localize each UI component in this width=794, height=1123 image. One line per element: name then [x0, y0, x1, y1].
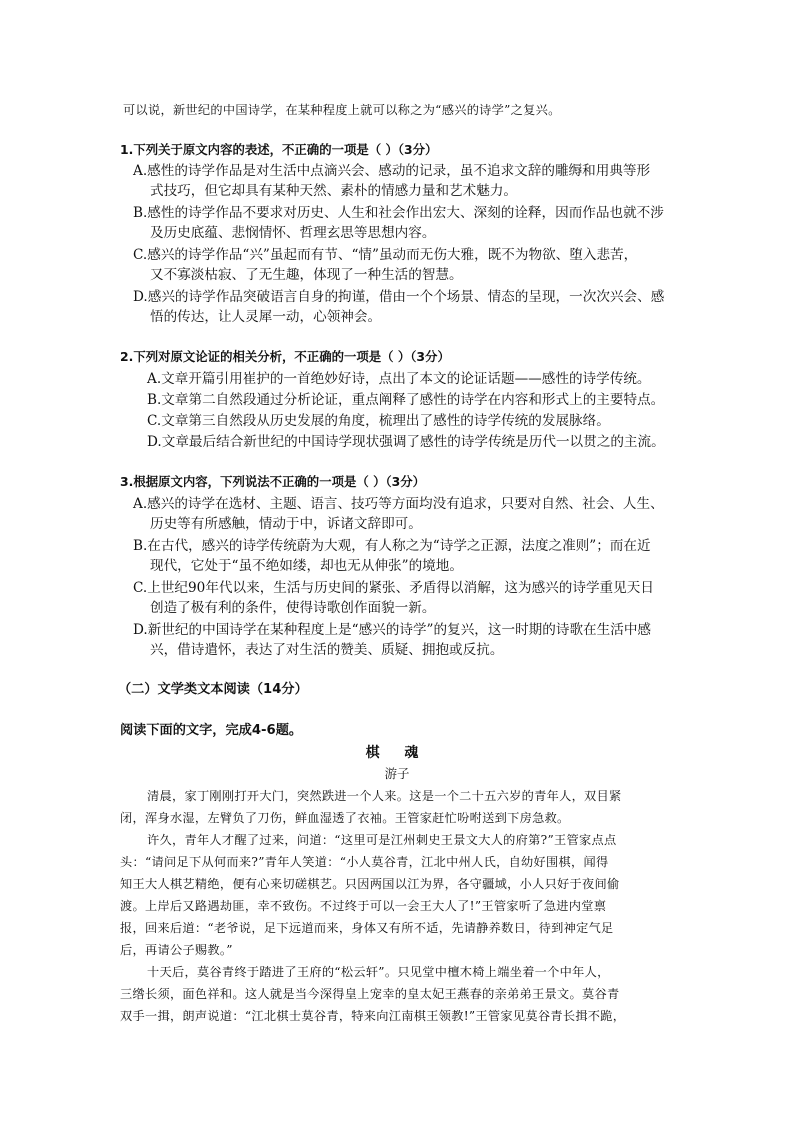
question-3-option-b-line-1: B.在古代，感兴的诗学传统蔚为大观，有人称之为“诗学之正源，法度之准则”；而在近: [133, 538, 651, 554]
question-2-option-a: A.文章开篇引用崔护的一首绝妙好诗，点出了本文的论证话题——感性的诗学传统。: [147, 371, 651, 387]
story-line: 三绺长须，面色祥和。这人就是当今深得皇上宠幸的皇太妃王燕春的亲弟弟王景文。莫谷青: [120, 987, 620, 1001]
story-line: 渡。上岸后又路遇劫匪，幸不致伤。不过终于可以一会王大人了!”王管家听了急进内堂禀: [120, 899, 607, 913]
question-1-stem: 1.下列关于原文内容的表述，不正确的一项是（ ）（3分）: [120, 142, 438, 157]
question-3-option-b-line-2: 现代，它处于“虽不绝如缕，却也无从伸张”的境地。: [150, 558, 463, 574]
story-line: 清晨，家丁刚刚打开大门，突然跌进一个人来。这是一个二十五六岁的青年人，双目紧: [147, 789, 622, 803]
question-2-option-b: B.文章第二自然段通过分析论证，重点阐释了感性的诗学在内容和形式上的主要特点。: [147, 392, 665, 408]
question-1-option-d-line-2: 悟的传达，让人灵犀一动，心领神会。: [150, 309, 382, 325]
story-line: 报，回来后道：“老爷说，足下远道而来，身体又有所不适，先请静养数日，待到神定气足: [120, 921, 614, 935]
story-author: 游子: [384, 766, 410, 781]
question-2-option-c: C.文章第三自然段从历史发展的角度，梳理出了感性的诗学传统的发展脉络。: [147, 413, 610, 429]
question-1-option-d-line-1: D.感兴的诗学作品突破语言自身的拘谨，借由一个个场景、情态的呈现，一次次兴会、感: [133, 289, 665, 305]
section-heading: （二）文学类文本阅读（14分）: [118, 682, 308, 697]
question-1-option-a-line-2: 式技巧，但它却具有某种天然、素朴的情感力量和艺术魅力。: [150, 183, 518, 199]
question-3-option-a-line-2: 历史等有所感触，情动于中，诉诸文辞即可。: [150, 516, 422, 532]
question-1-option-b-line-1: B.感性的诗学作品不要求对历史、人生和社会作出宏大、深刻的诠释，因而作品也就不涉: [133, 205, 664, 221]
story-line: 许久，青年人才醒了过来，问道：“这里可是江州刺史王景文大人的府第?”王管家点点: [147, 833, 617, 847]
intro-line: 可以说，新世纪的中国诗学，在某种程度上就可以称之为“感兴的诗学”之复兴。: [123, 103, 561, 117]
question-2-option-d: D.文章最后结合新世纪的中国诗学现状强调了感性的诗学传统是历代一以贯之的主流。: [147, 434, 665, 450]
question-3-option-c-line-1: C.上世纪90年代以来，生活与历史间的紧张、矛盾得以消解，这为感兴的诗学重见天日: [133, 580, 654, 596]
story-line: 闭，浑身水湿，左臂负了刀伤，鲜血湿透了衣袖。王管家赶忙吩咐送到下房急救。: [120, 811, 570, 825]
question-3-option-c-line-2: 创造了极有利的条件，使得诗歌创作面貌一新。: [150, 600, 436, 616]
question-1-option-c-line-2: 又不寡淡枯寂、了无生趣，体现了一种生活的智慧。: [150, 267, 463, 283]
question-1-option-a-line-1: A.感性的诗学作品是对生活中点滴兴会、感动的记录，虽不追求文辞的雕缛和用典等形: [133, 163, 651, 179]
question-2-stem: 2.下列对原文论证的相关分析，不正确的一项是（ ）（3分）: [120, 349, 450, 364]
story-line: 十天后，莫谷青终于踏进了王府的“松云轩”。只见堂中檀木椅上端坐着一个中年人，: [147, 965, 610, 979]
story-line: 头：“请问足下从何而来?”青年人笑道：“小人莫谷青，江北中州人氏，自幼好围棋，闻得: [120, 855, 609, 869]
question-3-stem: 3.根据原文内容，下列说法不正确的一项是（ ）（3分）: [120, 474, 426, 489]
question-1-option-b-line-2: 及历史底蕴、悲悯情怀、哲理玄思等思想内容。: [150, 225, 436, 241]
story-line: 双手一揖，朗声说道：“江北棋士莫谷青，特来向江南棋王领教!”王管家见莫谷青长揖不跪，: [120, 1009, 626, 1023]
question-3-option-a-line-1: A.感兴的诗学在选材、主题、语言、技巧等方面均没有追求，只要对自然、社会、人生、: [133, 496, 664, 512]
question-3-option-d-line-2: 兴，借诗遣怀，表达了对生活的赞美、质疑、拥抱或反抗。: [150, 642, 504, 658]
question-3-option-d-line-1: D.新世纪的中国诗学在某种程度上是“感兴的诗学”的复兴，这一时期的诗歌在生活中感: [133, 622, 652, 638]
question-1-option-c-line-1: C.感兴的诗学作品“兴”虽起而有节、“情”虽动而无伤大雅，既不为物欲、堕入悲苦，: [133, 247, 638, 263]
reading-instruction: 阅读下面的文字，完成4-6题。: [120, 723, 303, 738]
story-line: 知王大人棋艺精绝，便有心来切磋棋艺。只因两国以江为界，各守疆域，小人只好于夜间偷: [120, 877, 620, 891]
story-line: 后，再请公子赐教。”: [120, 943, 233, 957]
story-title: 棋 魂: [365, 745, 429, 761]
